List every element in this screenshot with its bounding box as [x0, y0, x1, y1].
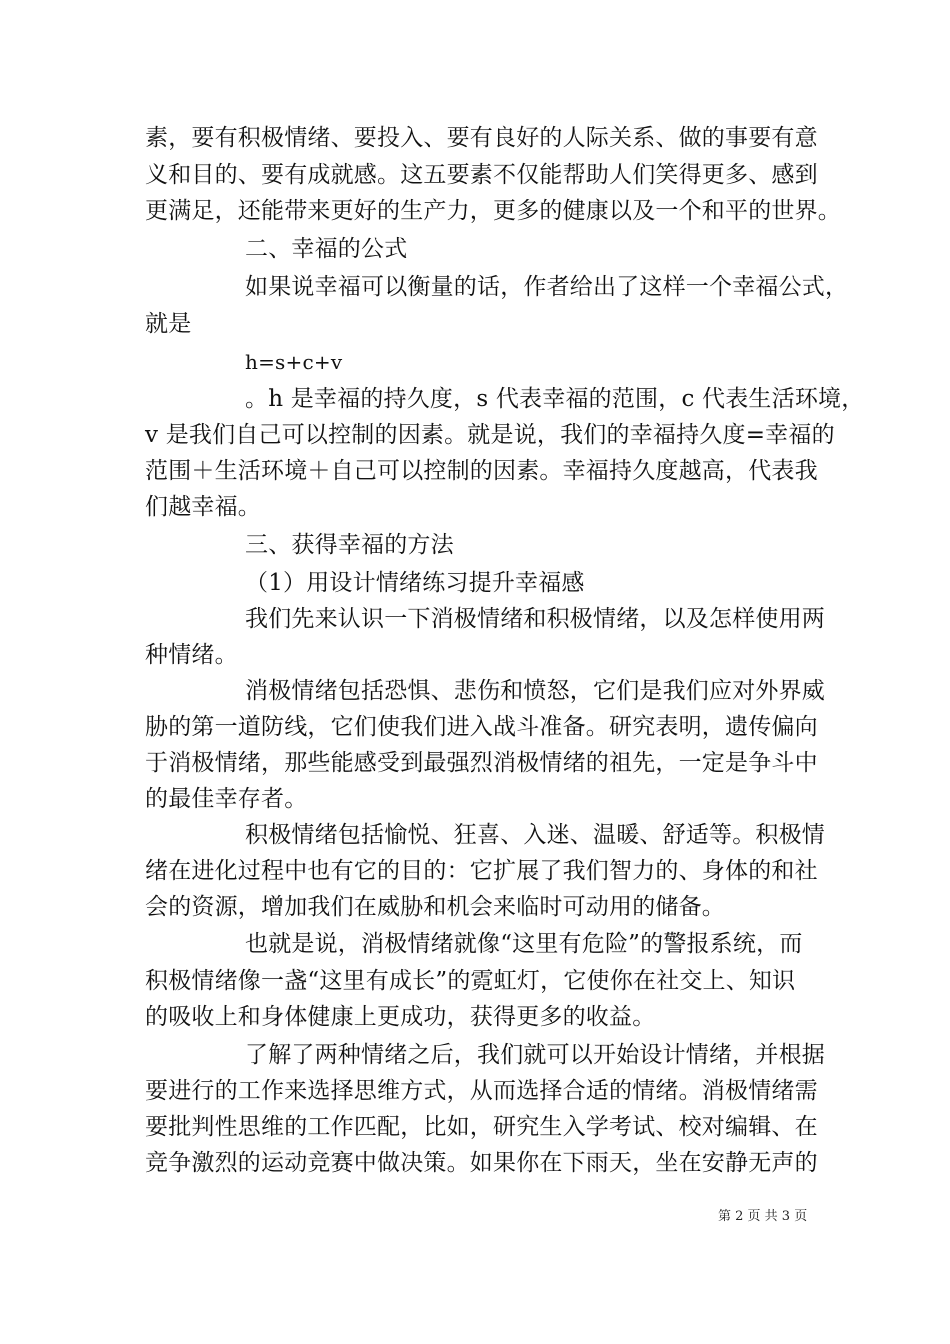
page-number: 第 2 页 共 3 页: [718, 1209, 808, 1224]
formula-text: h=s+c+v: [245, 350, 343, 374]
body-text-line: 于消极情绪，那些能感受到最强烈消极情绪的祖先，一定是争斗中: [145, 750, 818, 776]
body-text-line: 。h 是幸福的持久度，s 代表幸福的范围，c 代表生活环境，: [245, 386, 865, 412]
subsection-heading: （1）用设计情绪练习提升幸福感: [245, 570, 585, 596]
body-text-line: 们越幸福。: [145, 494, 261, 520]
body-text-line: 要批判性思维的工作匹配，比如，研究生入学考试、校对编辑、在: [145, 1114, 818, 1140]
section-heading: 三、获得幸福的方法: [245, 532, 454, 558]
body-text-line: v 是我们自己可以控制的因素。就是说，我们的幸福持久度=幸福的: [145, 422, 835, 448]
body-text-line: 积极情绪包括愉悦、狂喜、入迷、温暖、舒适等。积极情: [245, 822, 825, 848]
body-text-line: 胁的第一道防线，它们使我们进入战斗准备。研究表明，遗传偏向: [145, 714, 818, 740]
body-text-line: 如果说幸福可以衡量的话，作者给出了这样一个幸福公式，: [245, 274, 849, 300]
body-text-line: 积极情绪像一盏“这里有成长”的霓虹灯，它使你在社交上、知识: [145, 968, 796, 994]
body-text-line: 范围＋生活环境＋自己可以控制的因素。幸福持久度越高，代表我: [145, 458, 818, 484]
body-text-line: 的最佳幸存者。: [145, 786, 308, 812]
body-text-line: 也就是说，消极情绪就像“这里有危险”的警报系统，而: [245, 931, 803, 957]
section-heading: 二、幸福的公式: [245, 236, 408, 262]
body-text-line: 我们先来认识一下消极情绪和积极情绪，以及怎样使用两: [245, 606, 825, 632]
body-text-line: 消极情绪包括恐惧、悲伤和愤怒，它们是我们应对外界威: [245, 678, 825, 704]
body-text-line: 了解了两种情绪之后，我们就可以开始设计情绪，并根据: [245, 1042, 825, 1068]
body-text-line: 竞争激烈的运动竞赛中做决策。如果你在下雨天，坐在安静无声的: [145, 1150, 818, 1176]
body-text-line: 就是: [145, 311, 192, 337]
body-text-line: 义和目的、要有成就感。这五要素不仅能帮助人们笑得更多、感到: [145, 162, 818, 188]
body-text-line: 的吸收上和身体健康上更成功，获得更多的收益。: [145, 1004, 656, 1030]
body-text-line: 绪在进化过程中也有它的目的：它扩展了我们智力的、身体的和社: [145, 858, 818, 884]
body-text-line: 种情绪。: [145, 642, 238, 668]
body-text-line: 要进行的工作来选择思维方式，从而选择合适的情绪。消极情绪需: [145, 1078, 818, 1104]
body-text-line: 素，要有积极情绪、要投入、要有良好的人际关系、做的事要有意: [145, 125, 818, 151]
body-text-line: 更满足，还能带来更好的生产力，更多的健康以及一个和平的世界。: [145, 198, 841, 224]
body-text-line: 会的资源，增加我们在威胁和机会来临时可动用的储备。: [145, 894, 725, 920]
